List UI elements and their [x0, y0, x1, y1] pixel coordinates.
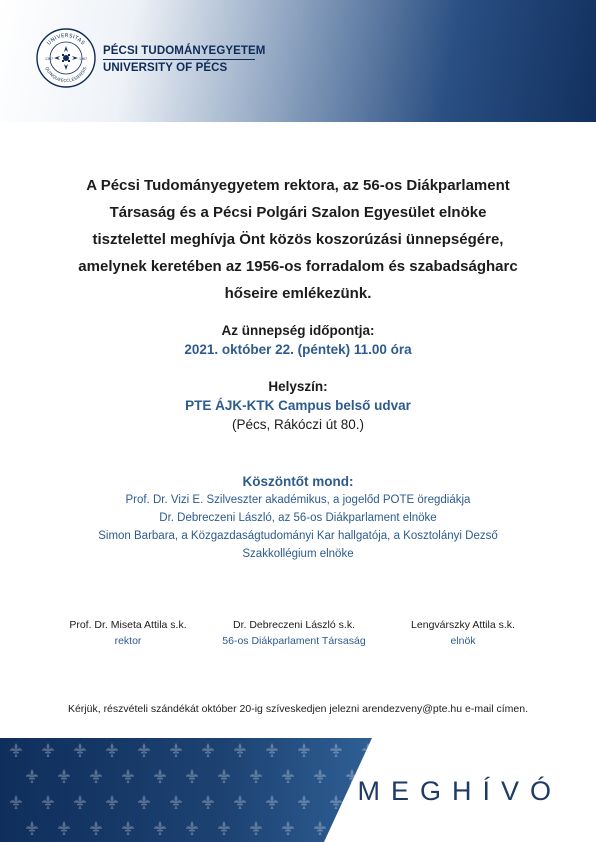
location-address: (Pécs, Rákóczi út 80.) [231, 417, 365, 432]
seal-text-top: UNIVERSITAS [46, 32, 86, 47]
signature-role: elnök [450, 635, 476, 647]
invitation-title: MEGHÍVÓ [357, 776, 562, 806]
greeting-line: Dr. Debreczeni László, az 56-os Diákparlament elnöke [159, 512, 437, 524]
event-time-label: Az ünnepség időpontja: [221, 323, 375, 338]
greeting-block [0, 472, 596, 563]
intro-line: A Pécsi Tudományegyetem rektora, az 56-os Diákparlament [86, 177, 510, 194]
signature-role: rektor [114, 635, 142, 647]
signature-elnok [393, 617, 533, 649]
university-name-hu: PÉCSI TUDOMÁNYEGYETEM [103, 45, 266, 57]
intro-line: hőseire emlékezünk. [224, 285, 372, 302]
signature-diakparlament [196, 617, 392, 649]
signature-role: 56-os Diákparlament Társaság [222, 635, 366, 647]
intro-line: amelynek keretében az 1956-os forradalom és szabadságharc [78, 258, 518, 275]
lily-pattern-icon [346, 821, 358, 835]
signature-rector [58, 617, 198, 649]
greeting-list [0, 491, 596, 563]
greeting-title: Köszöntőt mond: [242, 474, 354, 489]
greeting-line: Simon Barbara, a Közgazdaságtudományi Kar hallgatója, a Kosztolányi Dezső [98, 530, 498, 542]
greeting-line: Prof. Dr. Vizi E. Szilveszter akadémikus, a jogelőd POTE öregdiákja [125, 494, 471, 506]
university-seal-icon [36, 28, 96, 88]
location-block [0, 377, 596, 434]
intro-line: tisztelettel meghívja Önt közös koszorúzási ünnepségére, [92, 231, 504, 248]
seal-year-left: 1367 [44, 57, 54, 61]
signature-name: Prof. Dr. Miseta Attila s.k. [69, 619, 187, 631]
lily-pattern-icon [378, 821, 390, 835]
location-label: Helyszín: [268, 379, 328, 394]
seal-text-bottom: QUINQUEECCLESIENSIS [44, 65, 88, 84]
event-time-block [0, 321, 596, 359]
header-banner [0, 0, 596, 122]
rsvp-notice: Kérjük, részvételi szándékát október 20-ig szíveskedjen jelezni arendezveny@pte.hu e-mail címen. [67, 703, 529, 715]
location-value: PTE ÁJK-KTK Campus belső udvar [185, 398, 411, 413]
intro-line: Társaság és a Pécsi Polgári Szalon Egyesület elnöke [109, 204, 487, 221]
header-divider [103, 59, 255, 60]
invitation-intro [40, 172, 556, 307]
signature-name: Lengvárszky Attila s.k. [411, 619, 515, 631]
event-time-value: 2021. október 22. (péntek) 11.00 óra [184, 342, 412, 357]
greeting-line: Szakkollégium elnöke [242, 548, 354, 560]
university-names [103, 44, 265, 75]
university-name-en: UNIVERSITY OF PÉCS [103, 62, 228, 74]
seal-year-right: 1367 [78, 57, 88, 61]
signature-name: Dr. Debreczeni László s.k. [233, 619, 355, 631]
